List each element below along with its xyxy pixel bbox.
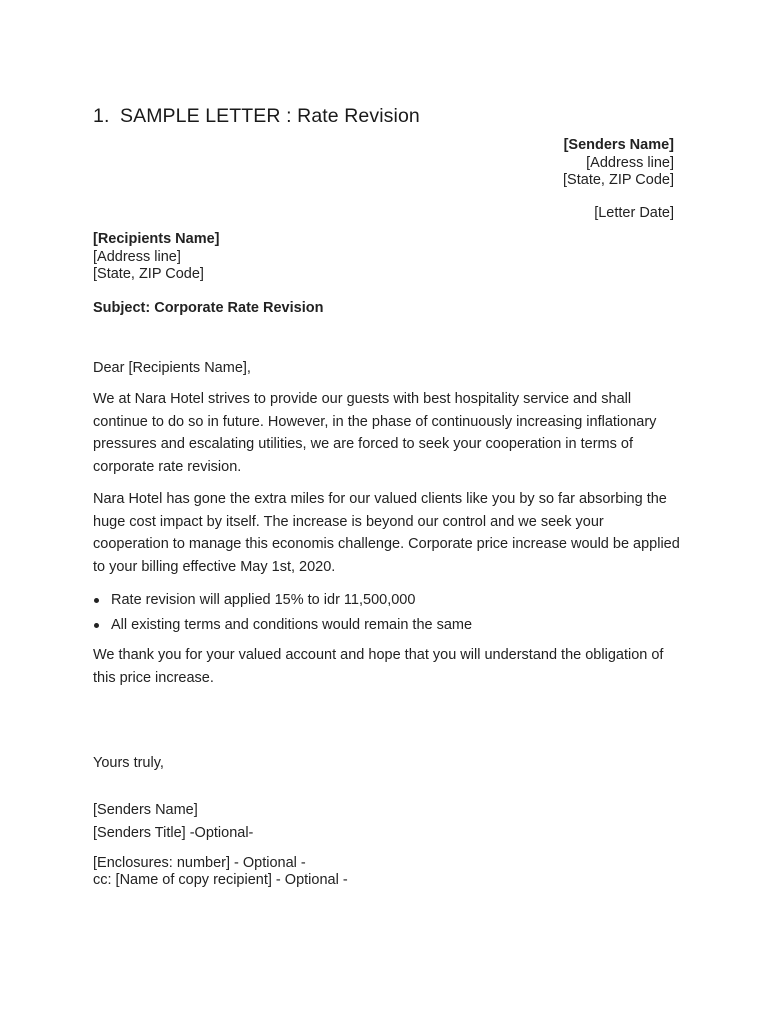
salutation: Dear [Recipients Name], <box>93 360 251 376</box>
bullet-dot-icon <box>94 598 99 603</box>
cc-line: cc: [Name of copy recipient] - Optional - <box>93 871 348 888</box>
signature-name: [Senders Name] <box>93 802 198 818</box>
signature-title: [Senders Title] -Optional- <box>93 825 254 841</box>
recipient-name: [Recipients Name] <box>93 231 220 247</box>
body-paragraph-2: Nara Hotel has gone the extra miles for our valued clients like you by so far absorbing the huge cost impact by itself. The increase is beyond our control and we seek your cooperation to manage this economis challenge. Corporate price increase would be applied to your billing effective May 1st, 2020. <box>93 491 680 575</box>
recipient-address: [Address line] <box>93 248 181 265</box>
subject-line: Subject: Corporate Rate Revision <box>93 300 324 316</box>
title-number: 1. <box>93 105 110 127</box>
letter-date: [Letter Date] <box>594 205 674 221</box>
bullet-list <box>93 589 472 638</box>
bullet-text: All existing terms and conditions would remain the same <box>111 616 473 633</box>
enclosure-block <box>93 855 348 888</box>
signature-block <box>93 799 253 845</box>
sender-address: [Address line] <box>586 154 674 171</box>
letter-title <box>93 105 420 128</box>
recipient-block <box>93 231 220 284</box>
sender-block <box>563 137 674 190</box>
sender-state-zip: [State, ZIP Code] <box>563 172 674 188</box>
bullet-item <box>93 589 472 614</box>
bullet-dot-icon <box>94 623 99 628</box>
closing: Yours truly, <box>93 755 164 771</box>
sender-name: [Senders Name] <box>563 137 674 153</box>
recipient-state-zip: [State, ZIP Code] <box>93 266 204 282</box>
bullet-item <box>93 614 472 639</box>
title-text: SAMPLE LETTER : Rate Revision <box>120 105 420 127</box>
body-paragraph-1: We at Nara Hotel strives to provide our guests with best hospitality service and shall continue to do so in future. However, in the phase of continuously increasing inflationary pressures and escalating utilities, we are forced to seek your cooperation in terms of corporate rate revision. <box>93 391 657 475</box>
bullet-text: Rate revision will applied 15% to idr 11,500,000 <box>111 592 416 608</box>
body-paragraph-3: We thank you for your valued account and hope that you will understand the obligation of this price increase. <box>93 647 664 686</box>
enclosures-line: [Enclosures: number] - Optional - <box>93 855 306 871</box>
